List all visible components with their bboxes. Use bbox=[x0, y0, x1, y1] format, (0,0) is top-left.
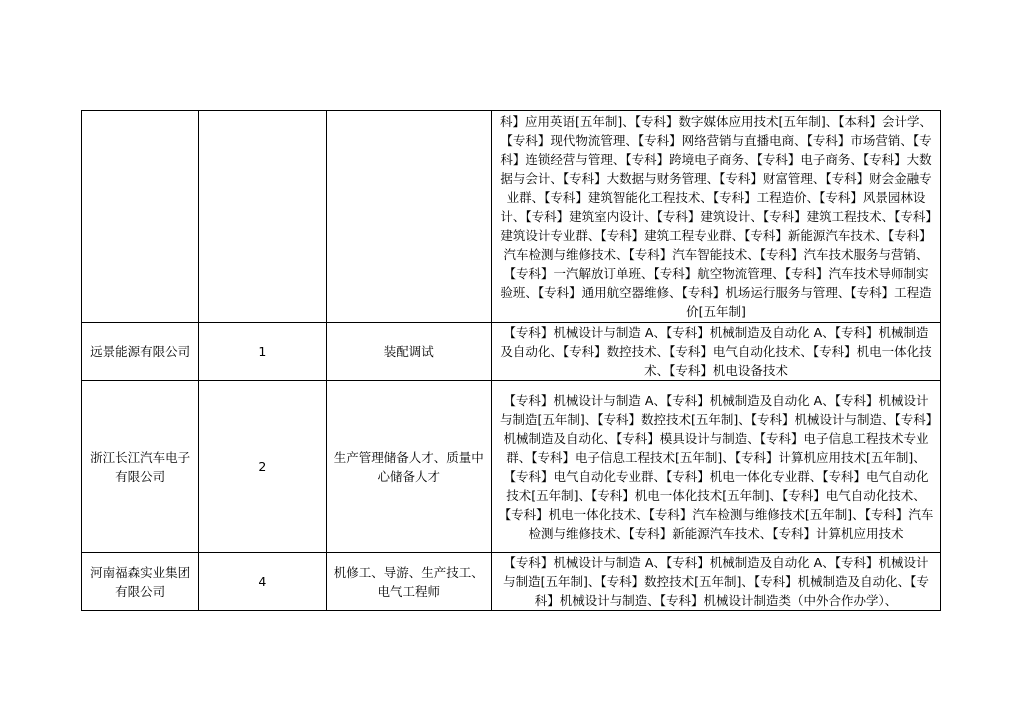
company-cell bbox=[82, 111, 199, 323]
table-row bbox=[82, 381, 941, 553]
majors-cell: 【专科】机械设计与制造 A、【专科】机械制造及自动化 A、【专科】机械设计与制造[五年制]、【专科】数控技术[五年制]、【专科】机械设计与制造、【专科】机械制造及自动化、【专科】模具设计与制造、【专科】电子信息工程技术专业群、【专科】电子信息工程技术[五年制]、【专科】计算机应用技术[五年制]、【专科】电气自动化专业群、【专科】机电一体化专业群、【专科】电气自动化技术[五年制]、【专科】机电一体化技术[五年制]、【专科】电气自动化技术、【专科】机电一体化技术、【专科】汽车检测与维修技术[五年制]、【专科】汽车检测与维修技术、【专科】新能源汽车技术、【专科】计算机应用技术 bbox=[491, 381, 940, 553]
position-cell: 生产管理储备人才、质量中心储备人才 bbox=[326, 381, 491, 553]
count-cell: 2 bbox=[199, 381, 326, 553]
table-row bbox=[82, 323, 941, 381]
majors-cell: 【专科】机械设计与制造 A、【专科】机械制造及自动化 A、【专科】机械设计与制造[五年制]、【专科】数控技术[五年制]、【专科】机械制造及自动化、【专科】机械设计与制造、【专科】机械设计制造类（中外合作办学）、 bbox=[491, 553, 940, 611]
table-row bbox=[82, 111, 941, 323]
company-cell: 远景能源有限公司 bbox=[82, 323, 199, 381]
position-cell: 装配调试 bbox=[326, 323, 491, 381]
recruitment-table bbox=[81, 110, 941, 611]
count-cell: 4 bbox=[199, 553, 326, 611]
position-cell: 机修工、导游、生产技工、电气工程师 bbox=[326, 553, 491, 611]
majors-cell: 科】应用英语[五年制]、【专科】数字媒体应用技术[五年制]、【本科】会计学、【专科】现代物流管理、【专科】网络营销与直播电商、【专科】市场营销、【专科】连锁经营与管理、【专科】跨境电子商务、【专科】电子商务、【专科】大数据与会计、【专科】大数据与财务管理、【专科】财富管理、【专科】财会金融专业群、【专科】建筑智能化工程技术、【专科】工程造价、【专科】风景园林设计、【专科】建筑室内设计、【专科】建筑设计、【专科】建筑工程技术、【专科】建筑设计专业群、【专科】建筑工程专业群、【专科】新能源汽车技术、【专科】汽车检测与维修技术、【专科】汽车智能技术、【专科】汽车技术服务与营销、【专科】一汽解放订单班、【专科】航空物流管理、【专科】汽车技术导师制实验班、【专科】通用航空器维修、【专科】机场运行服务与管理、【专科】工程造价[五年制] bbox=[491, 111, 940, 323]
majors-cell: 【专科】机械设计与制造 A、【专科】机械制造及自动化 A、【专科】机械制造及自动化、【专科】数控技术、【专科】电气自动化技术、【专科】机电一体化技术、【专科】机电设备技术 bbox=[491, 323, 940, 381]
count-cell: 1 bbox=[199, 323, 326, 381]
table-row bbox=[82, 553, 941, 611]
position-cell bbox=[326, 111, 491, 323]
count-cell bbox=[199, 111, 326, 323]
company-cell: 河南福森实业集团有限公司 bbox=[82, 553, 199, 611]
company-cell: 浙江长江汽车电子有限公司 bbox=[82, 381, 199, 553]
